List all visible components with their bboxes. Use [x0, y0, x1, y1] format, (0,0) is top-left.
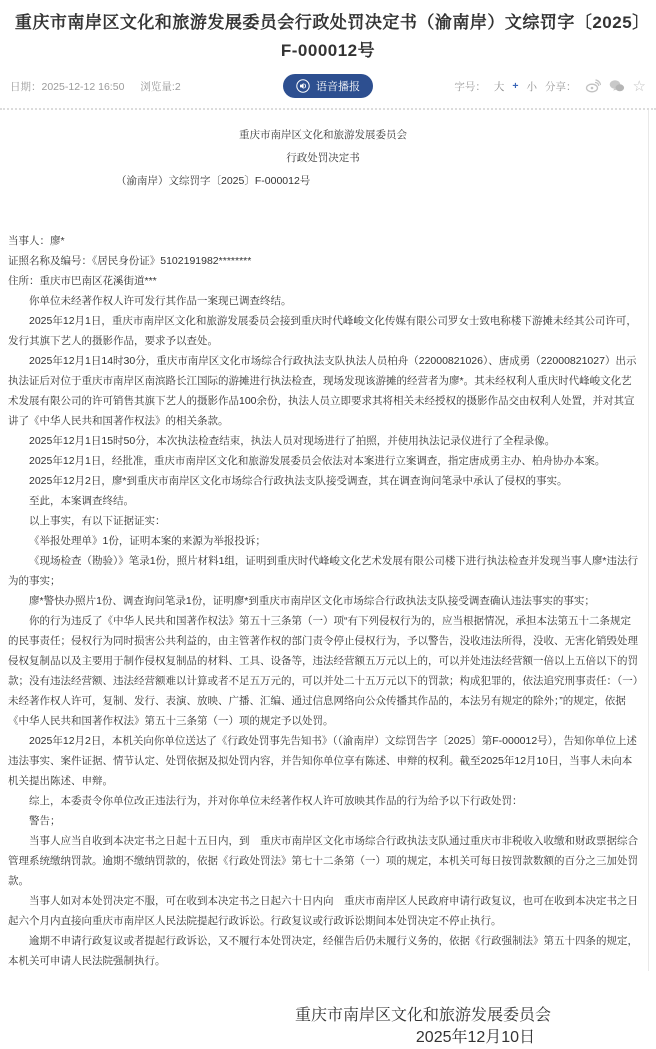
meta-left — [10, 79, 181, 94]
publish-date: 日期：2025-12-12 16:50 — [10, 80, 125, 93]
paragraph: 廖*警快办照片1份、调查询问笔录1份，证明廖*到重庆市南岸区文化市场综合行政执法支队接受调查确认违法事实的事实； — [29, 595, 595, 607]
view-count: 浏览量:2 — [140, 80, 181, 93]
paragraph: 你的行为违反了《中华人民共和国著作权法》第五十三条第（一）项“有下列侵权行为的，应当根据情况，承担本法第五十二条规定的民事责任；侵权行为同时损害公共利益的，由主管著作权的部门责令停止侵权行为，予以警告，没收违法所得，没收、无害化销毁处理侵权复制品以及主要用于制作侵权复制品的材料、工具、设备等，违法经营额五万元以上的，可以并处违法经营额一倍以上五倍以下的罚款；没有违法经营额、违法经营额难以计算或者不足五万元的，可以并处二十五万元以下的罚款；构成犯罪的，依法追究刑事责任：（一）未经著作权人许可，复制、发行、表演、放映、广播、汇编、通过信息网络向公众传播其作品的，本法另有规定的除外；”的规定，依据《中华人民共和国著作权法》第五十三条第（一）项的规定予以处罚。 — [8, 615, 638, 727]
paragraph: 综上，本委责令你单位改正违法行为，并对你单位未经著作权人许可放映其作品的行为给予以下行政处罚： — [29, 795, 523, 807]
speaker-icon — [296, 79, 310, 93]
signature-org: 重庆市南岸区文化和旅游发展委员会 — [294, 1007, 551, 1024]
fontsize-large-button[interactable]: 大 — [493, 80, 505, 93]
paragraph: 以上事实，有以下证据证实： — [29, 515, 166, 527]
paragraph: 证照名称及编号：《居民身份证》5102191982******** — [8, 255, 252, 267]
page-title: 重庆市南岸区文化和旅游发展委员会行政处罚决定书（渝南岸）文综罚字〔2025〕F-000012号 — [14, 13, 642, 60]
paragraph: 《现场检查（勘验）》笔录1份，照片材料1组，证明到重庆时代峰峻文化艺术发展有限公司楼下进行执法检查并发现当事人廖*违法行为的事实； — [8, 555, 639, 587]
paragraph: 2025年12月1日，重庆市南岸区文化和旅游发展委员会接到重庆时代峰峻文化传媒有限公司罗女士致电称楼下游摊未经其公司许可，发行其旗下艺人的摄影作品，要求予以查处。 — [8, 315, 637, 347]
share-icons — [585, 79, 646, 94]
document-body — [0, 110, 649, 971]
tts-button[interactable] — [283, 74, 373, 98]
share-label: 分享： — [545, 80, 577, 93]
paragraph: 2025年12月1日15时50分，本次执法检查结束，执法人员对现场进行了拍照，并使用执法记录仪进行了全程录像。 — [29, 435, 556, 447]
paragraph: （渝南岸）文综罚字〔2025〕F-000012号 — [116, 175, 311, 187]
paragraph: 逾期不申请行政复议或者提起行政诉讼，又不履行本处罚决定，经催告后仍未履行义务的，依据《行政强制法》第五十四条的规定，本机关可申请人民法院强制执行。 — [8, 935, 638, 967]
paragraph: 至此，本案调查终结。 — [29, 495, 134, 507]
paragraph: 当事人应当自收到本决定书之日起十五日内，到 重庆市南岸区文化市场综合行政执法支队通过重庆市非税收入收缴和财政票据综合管理系统缴纳罚款。逾期不缴纳罚款的，依据《行政处罚法》第七十二条第（一）项的规定，本机关可每日按罚款数额的百分之三加处罚款。 — [8, 835, 638, 887]
paragraph: 《举报处理单》1份，证明本案的来源为举报投诉； — [29, 535, 266, 547]
wechat-icon[interactable] — [609, 79, 625, 93]
fontsize-small-button[interactable]: 小 — [526, 80, 538, 93]
weibo-icon[interactable] — [585, 79, 601, 93]
signature-date: 2025年12月10日 — [415, 1029, 536, 1046]
paragraph: 2025年12月2日，本机关向你单位送达了《行政处罚事先告知书》（（渝南岸）文综罚告字〔2025〕第F-000012号），告知你单位上述违法事实、案件证据、情节认定、处罚依据及拟处罚内容，并告知你单位享有陈述、申辩的权利。截至2025年12月10日，当事人未向本机关提出陈述、申辩。 — [8, 735, 637, 787]
paragraph: 住所：重庆市巴南区花溪街道*** — [8, 275, 157, 287]
tts-label: 语音播报 — [316, 81, 360, 93]
paragraph: 2025年12月1日，经批准，重庆市南岸区文化和旅游发展委员会依法对本案进行立案调查，指定唐成勇主办、柏舟协办本案。 — [29, 455, 606, 467]
star-icon[interactable]: ☆ — [632, 77, 646, 95]
paragraph: 重庆市南岸区文化和旅游发展委员会 — [239, 129, 407, 141]
fontsize-label: 字号： — [454, 80, 486, 93]
meta-right — [454, 79, 646, 94]
fontsize-medium-button[interactable]: + — [512, 80, 519, 92]
paragraph: 警告； — [29, 815, 61, 827]
paragraph: 当事人：廖* — [8, 235, 65, 247]
paragraph: 行政处罚决定书 — [286, 152, 360, 164]
meta-bar — [0, 65, 656, 105]
paragraph: 2025年12月1日14时30分，重庆市南岸区文化市场综合行政执法支队执法人员柏舟（22000821026）、唐成勇（22000821027）出示执法证后对位于重庆市南岸区南滨路长江国际的游摊进行执法检查，现场发现该游摊的经营者为廖*。其未经权利人重庆时代峰峻文化艺术发展有限公司的许可销售其旗下艺人的摄影作品100余份，执法人员立即要求其将相关未经授权的摄影作品交由权利人处置，并对其宣讲了《中华人民共和国著作权法》的相关条款。 — [8, 355, 637, 427]
signature-block — [190, 1005, 656, 1049]
paragraph: 2025年12月2日，廖*到重庆市南岸区文化市场综合行政执法支队接受调查，其在调查询问笔录中承认了侵权的事实。 — [29, 475, 568, 487]
paragraph: 你单位未经著作权人许可发行其作品一案现已调查终结。 — [29, 295, 292, 307]
paragraph: 当事人如对本处罚决定不服，可在收到本决定书之日起六十日内向 重庆市南岸区人民政府申请行政复议，也可在收到本决定书之日起六个月内直接向重庆市南岸区人民法院提起行政诉讼。行政复议或行政诉讼期间本处罚决定不停止执行。 — [8, 895, 638, 927]
